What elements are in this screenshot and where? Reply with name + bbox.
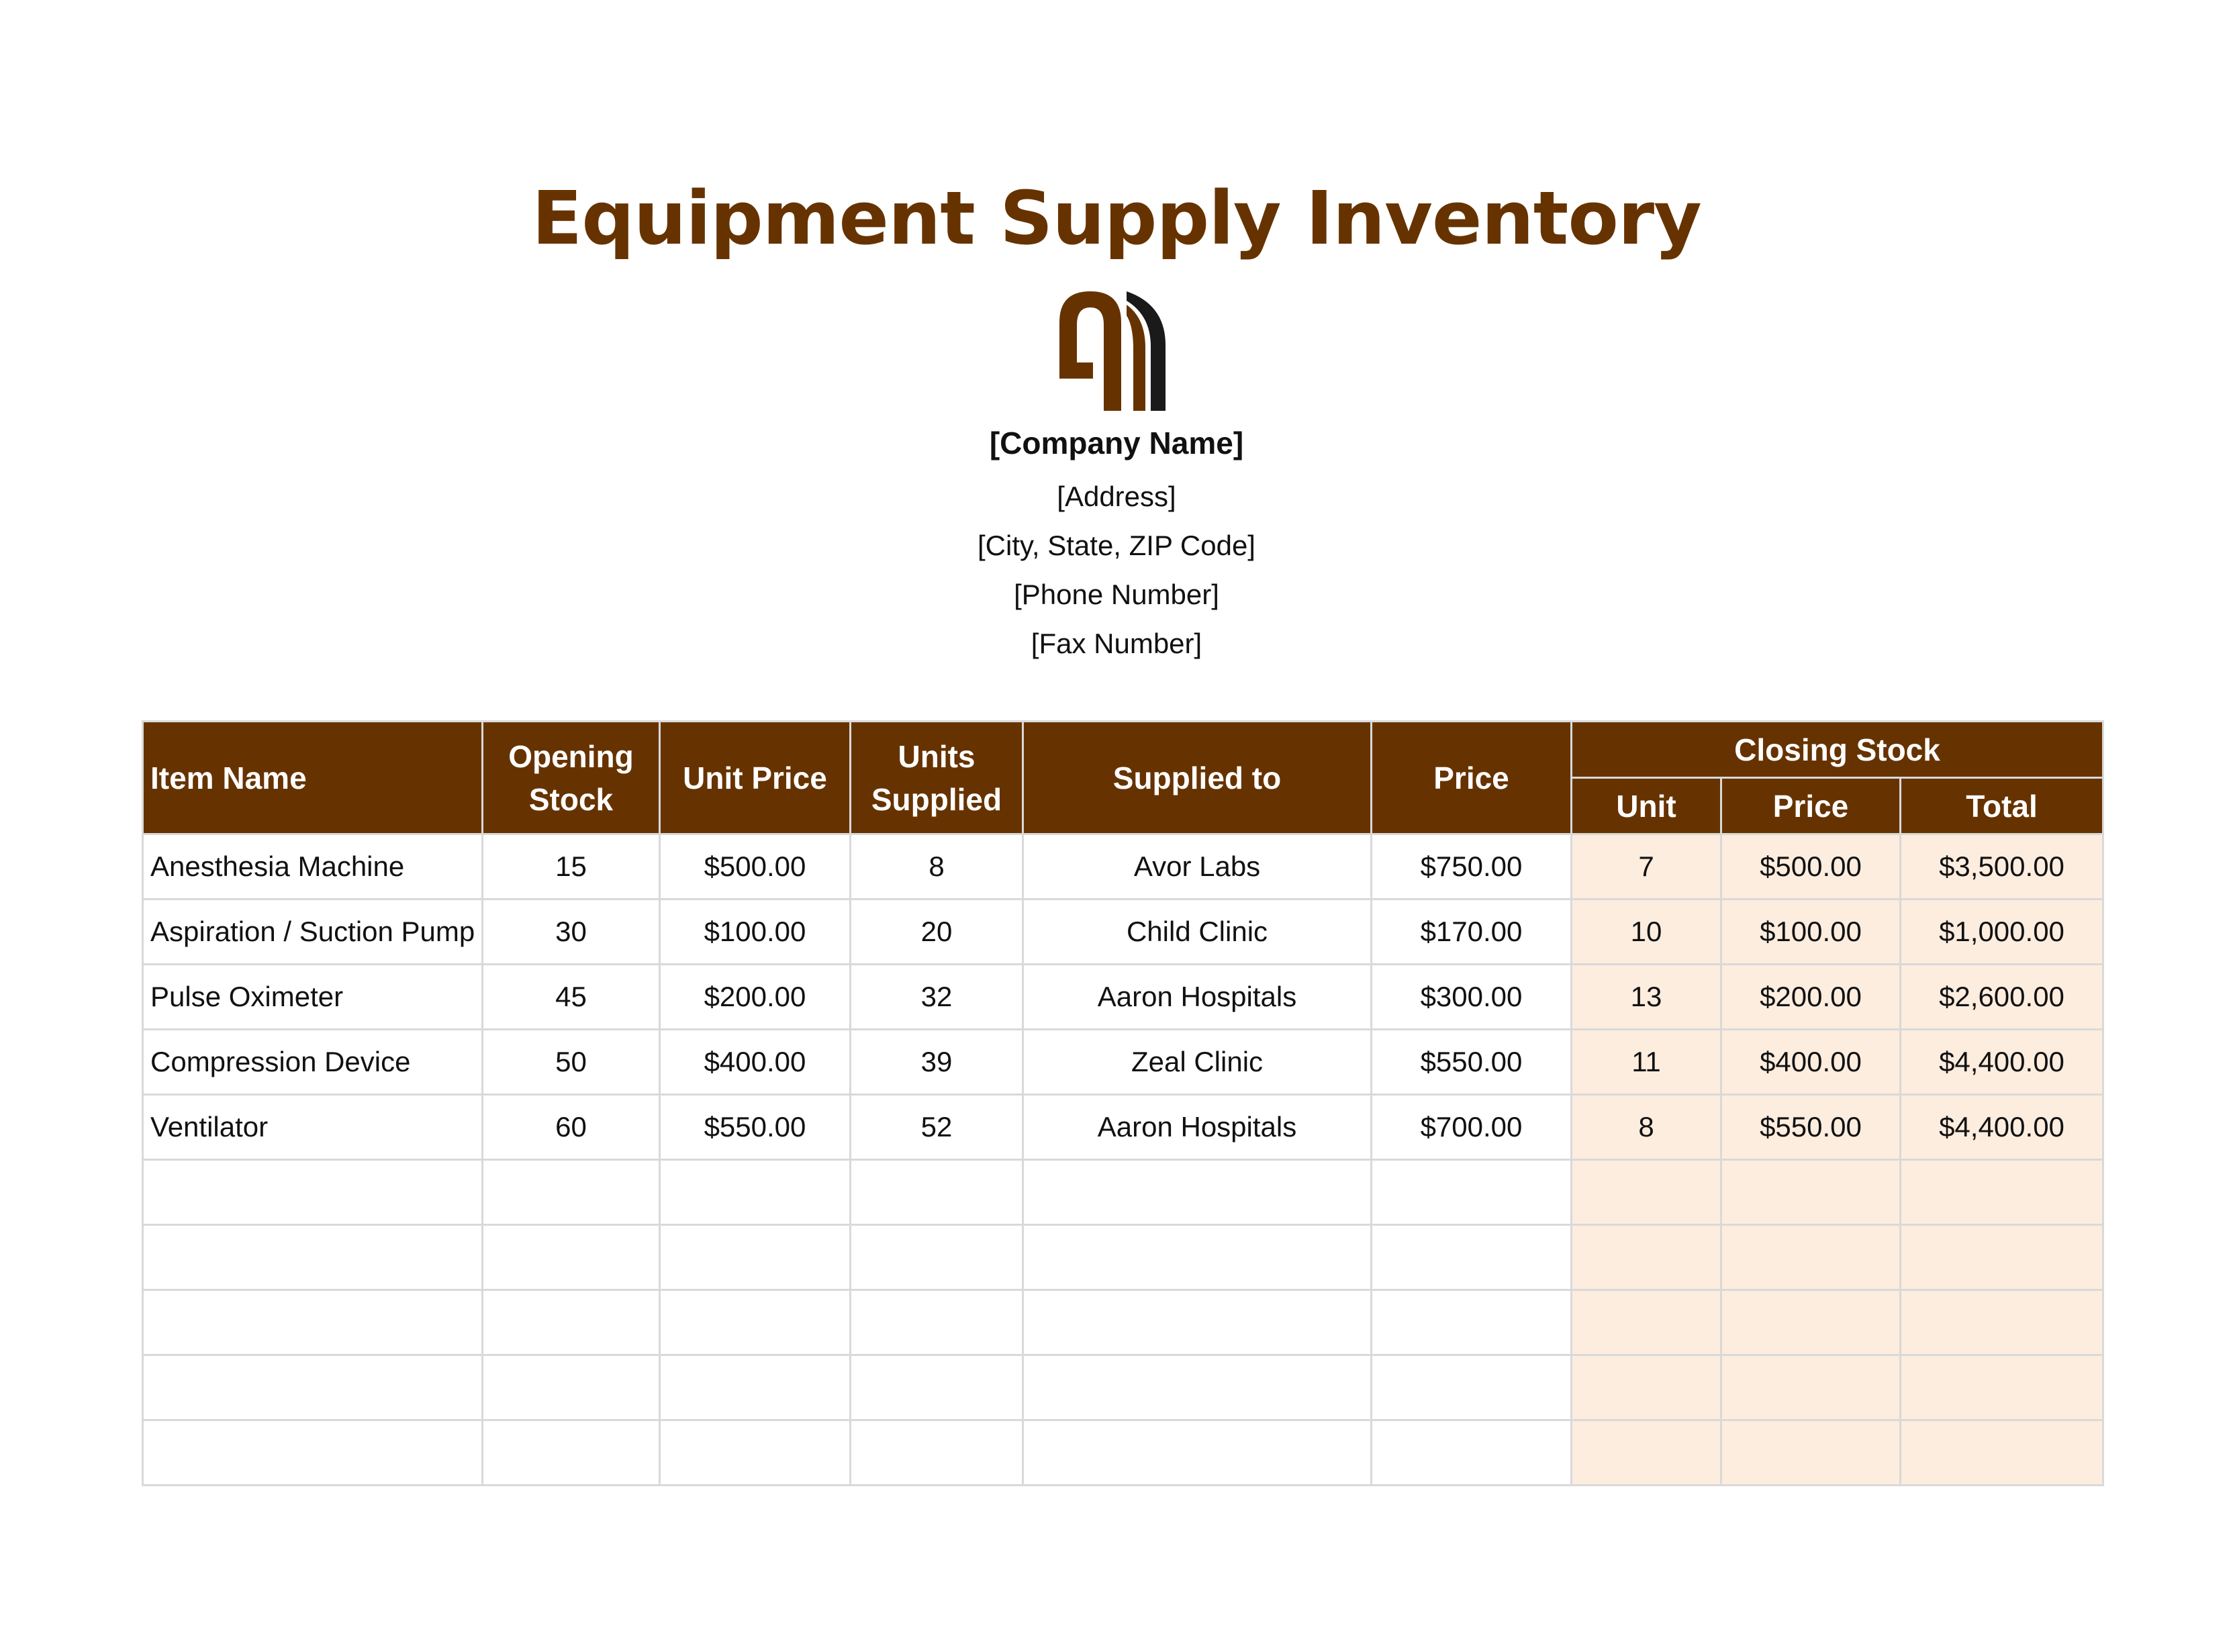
cell-unit-price [660, 1225, 851, 1290]
cell-closing-total [1901, 1160, 2103, 1225]
cell-supplied-to: Avor Labs [1023, 834, 1372, 900]
col-header-item-name: Item Name [143, 722, 483, 834]
cell-supplied-to: Aaron Hospitals [1023, 1095, 1372, 1160]
cell-closing-unit [1572, 1420, 1721, 1486]
company-phone: [Phone Number] [1014, 579, 1219, 610]
table-row [143, 834, 2103, 900]
cell-closing-price: $100.00 [1721, 900, 1901, 965]
cell-supplied-to [1023, 1225, 1372, 1290]
cell-closing-price [1721, 1225, 1901, 1290]
cell-unit-price: $550.00 [660, 1095, 851, 1160]
company-name: [Company Name] [989, 426, 1244, 460]
cell-price: $750.00 [1372, 834, 1572, 900]
table-row [143, 1290, 2103, 1355]
cell-units-supplied: 8 [851, 834, 1023, 900]
cell-unit-price [660, 1290, 851, 1355]
cell-closing-unit: 10 [1572, 900, 1721, 965]
cell-unit-price: $400.00 [660, 1030, 851, 1095]
cell-closing-total: $2,600.00 [1901, 965, 2103, 1030]
company-city-state-zip: [City, State, ZIP Code] [978, 530, 1255, 561]
cell-closing-unit: 8 [1572, 1095, 1721, 1160]
cell-item-name: Pulse Oximeter [143, 965, 483, 1030]
cell-closing-price: $500.00 [1721, 834, 1901, 900]
arch-logo-icon [1059, 291, 1174, 411]
cell-opening-stock: 30 [483, 900, 660, 965]
cell-closing-total: $4,400.00 [1901, 1095, 2103, 1160]
cell-unit-price [660, 1355, 851, 1420]
cell-opening-stock: 15 [483, 834, 660, 900]
cell-opening-stock [483, 1355, 660, 1420]
col-header-price: Price [1372, 722, 1572, 834]
cell-units-supplied: 20 [851, 900, 1023, 965]
cell-item-name: Anesthesia Machine [143, 834, 483, 900]
cell-item-name [143, 1225, 483, 1290]
table-row [143, 1420, 2103, 1486]
col-header-units-supplied: Units Supplied [851, 722, 1023, 834]
company-fax: [Fax Number] [1031, 628, 1202, 659]
cell-closing-total: $4,400.00 [1901, 1030, 2103, 1095]
cell-closing-unit: 11 [1572, 1030, 1721, 1095]
cell-price [1372, 1290, 1572, 1355]
cell-supplied-to [1023, 1160, 1372, 1225]
cell-supplied-to [1023, 1420, 1372, 1486]
cell-closing-unit [1572, 1290, 1721, 1355]
cell-supplied-to [1023, 1290, 1372, 1355]
cell-supplied-to [1023, 1355, 1372, 1420]
col-header-opening-stock: Opening Stock [483, 722, 660, 834]
col-header-closing-unit: Unit [1572, 778, 1721, 834]
cell-closing-price [1721, 1160, 1901, 1225]
cell-unit-price: $500.00 [660, 834, 851, 900]
cell-unit-price [660, 1420, 851, 1486]
cell-closing-total [1901, 1420, 2103, 1486]
cell-opening-stock [483, 1290, 660, 1355]
cell-closing-total [1901, 1355, 2103, 1420]
col-header-unit-price: Unit Price [660, 722, 851, 834]
cell-opening-stock [483, 1160, 660, 1225]
cell-closing-unit: 13 [1572, 965, 1721, 1030]
cell-opening-stock [483, 1420, 660, 1486]
cell-unit-price: $200.00 [660, 965, 851, 1030]
cell-price: $550.00 [1372, 1030, 1572, 1095]
table-row [143, 1030, 2103, 1095]
cell-units-supplied [851, 1225, 1023, 1290]
cell-closing-total: $3,500.00 [1901, 834, 2103, 900]
table-row [143, 1095, 2103, 1160]
page-title: Equipment Supply Inventory [532, 175, 1701, 261]
cell-item-name [143, 1160, 483, 1225]
cell-closing-price: $550.00 [1721, 1095, 1901, 1160]
cell-units-supplied [851, 1290, 1023, 1355]
cell-closing-price: $200.00 [1721, 965, 1901, 1030]
cell-unit-price: $100.00 [660, 900, 851, 965]
col-header-closing-stock: Closing Stock [1572, 722, 2103, 778]
cell-opening-stock: 45 [483, 965, 660, 1030]
cell-price: $300.00 [1372, 965, 1572, 1030]
cell-closing-unit: 7 [1572, 834, 1721, 900]
cell-price: $170.00 [1372, 900, 1572, 965]
cell-item-name: Aspiration / Suction Pump [143, 900, 483, 965]
col-header-supplied-to: Supplied to [1023, 722, 1372, 834]
cell-price [1372, 1420, 1572, 1486]
cell-opening-stock: 50 [483, 1030, 660, 1095]
col-header-closing-total: Total [1901, 778, 2103, 834]
cell-closing-unit [1572, 1355, 1721, 1420]
table-row [143, 1225, 2103, 1290]
cell-unit-price [660, 1160, 851, 1225]
cell-closing-unit [1572, 1225, 1721, 1290]
cell-supplied-to: Zeal Clinic [1023, 1030, 1372, 1095]
inventory-table [142, 720, 2104, 1486]
cell-closing-price [1721, 1290, 1901, 1355]
cell-units-supplied [851, 1355, 1023, 1420]
cell-item-name [143, 1420, 483, 1486]
table-row [143, 1355, 2103, 1420]
cell-price [1372, 1225, 1572, 1290]
cell-item-name [143, 1290, 483, 1355]
table-row [143, 1160, 2103, 1225]
col-header-closing-price: Price [1721, 778, 1901, 834]
cell-units-supplied: 32 [851, 965, 1023, 1030]
cell-closing-total [1901, 1290, 2103, 1355]
cell-closing-price: $400.00 [1721, 1030, 1901, 1095]
cell-units-supplied [851, 1420, 1023, 1486]
cell-supplied-to: Child Clinic [1023, 900, 1372, 965]
cell-opening-stock: 60 [483, 1095, 660, 1160]
cell-closing-total: $1,000.00 [1901, 900, 2103, 965]
cell-item-name: Compression Device [143, 1030, 483, 1095]
cell-closing-price [1721, 1355, 1901, 1420]
cell-closing-unit [1572, 1160, 1721, 1225]
cell-price: $700.00 [1372, 1095, 1572, 1160]
cell-units-supplied [851, 1160, 1023, 1225]
table-row [143, 900, 2103, 965]
inventory-table-body [143, 834, 2103, 1486]
company-address: [Address] [1057, 481, 1176, 512]
cell-units-supplied: 39 [851, 1030, 1023, 1095]
cell-closing-price [1721, 1420, 1901, 1486]
cell-opening-stock [483, 1225, 660, 1290]
cell-supplied-to: Aaron Hospitals [1023, 965, 1372, 1030]
cell-units-supplied: 52 [851, 1095, 1023, 1160]
cell-item-name: Ventilator [143, 1095, 483, 1160]
cell-price [1372, 1160, 1572, 1225]
cell-price [1372, 1355, 1572, 1420]
cell-closing-total [1901, 1225, 2103, 1290]
cell-item-name [143, 1355, 483, 1420]
table-row [143, 965, 2103, 1030]
